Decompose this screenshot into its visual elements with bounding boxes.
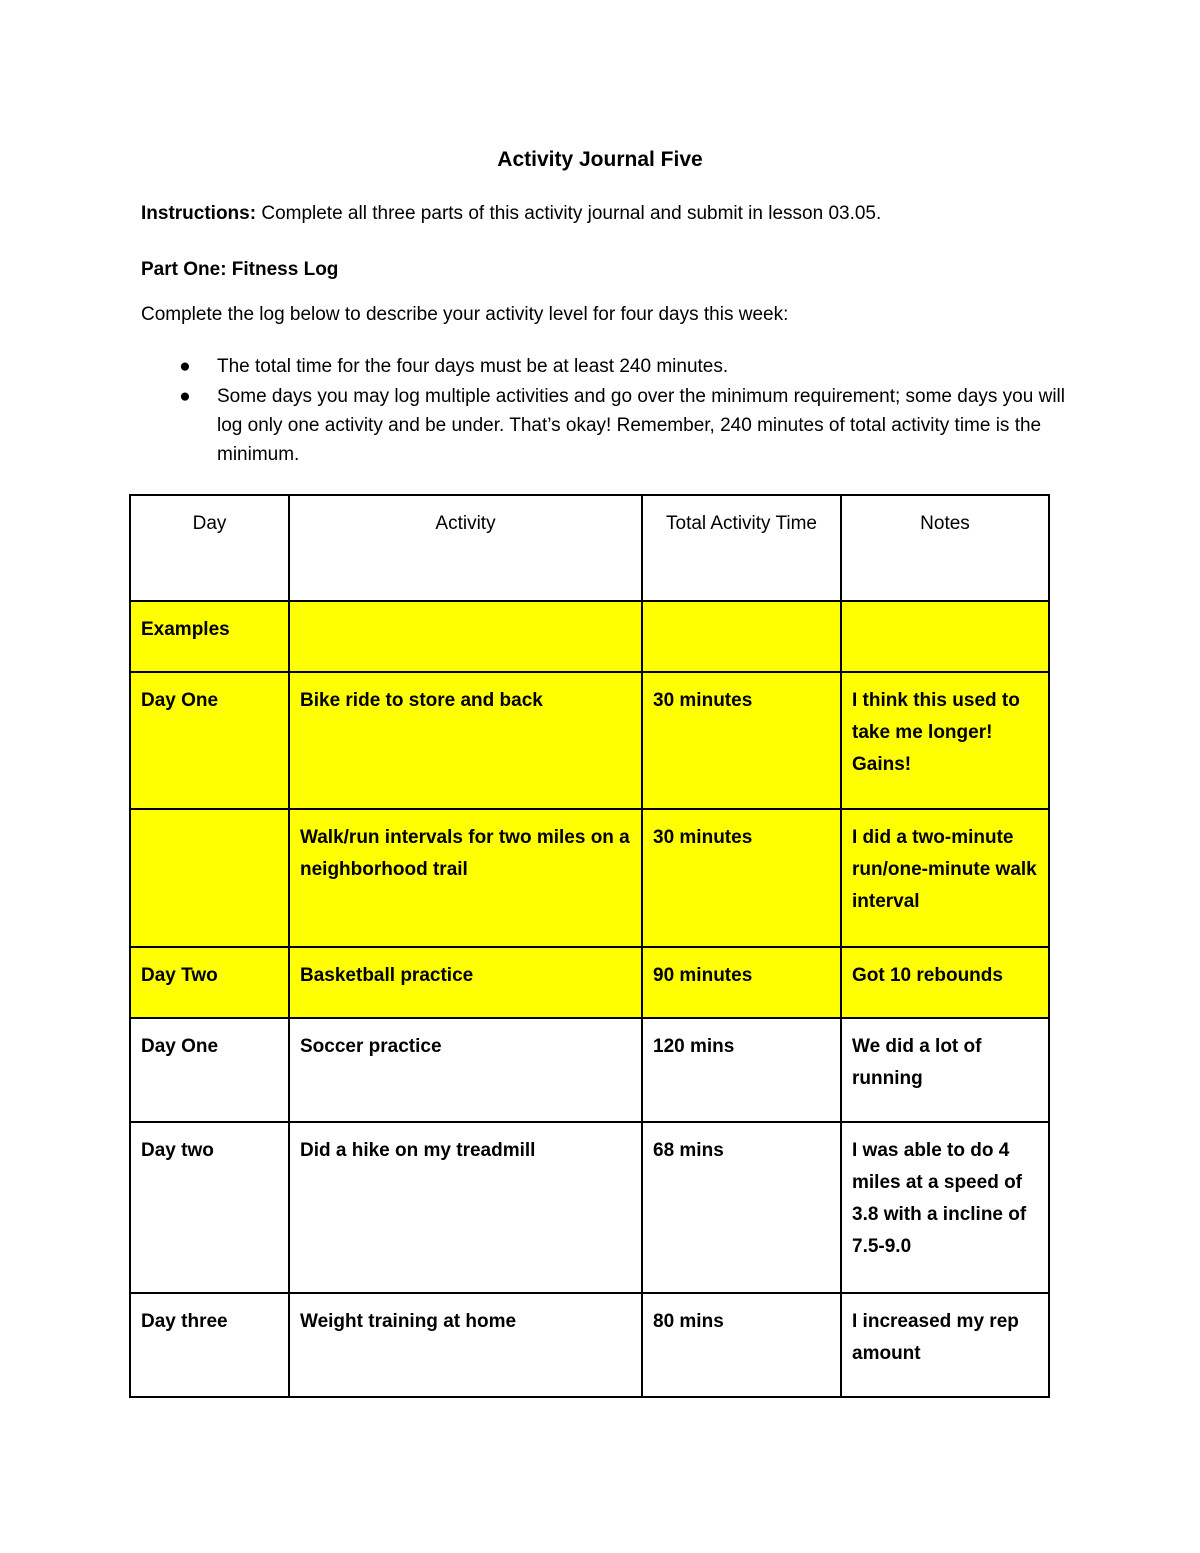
- header-day: Day: [130, 495, 289, 601]
- requirement-text: The total time for the four days must be at least 240 minutes.: [217, 356, 729, 377]
- cell-day: [130, 809, 289, 947]
- instructions-label: Instructions:: [141, 203, 257, 224]
- cell-activity: Bike ride to store and back: [289, 672, 642, 809]
- table-row: [130, 1122, 1049, 1293]
- header-total-activity-time: Total Activity Time: [642, 495, 841, 601]
- cell-time: 30 minutes: [642, 672, 841, 809]
- table-row: [130, 601, 1049, 672]
- cell-time: 30 minutes: [642, 809, 841, 947]
- cell-time: 120 mins: [642, 1018, 841, 1122]
- bullet-icon: ●: [179, 386, 191, 407]
- instructions-text: Complete all three parts of this activity journal and submit in lesson 03.05.: [256, 203, 882, 224]
- fitness-log-table: [129, 494, 1050, 1398]
- table-row: [130, 672, 1049, 809]
- table-row: [130, 947, 1049, 1018]
- table-row: [130, 1018, 1049, 1122]
- cell-notes: I think this used to take me longer! Gains!: [841, 672, 1049, 809]
- requirement-item: [141, 352, 1071, 381]
- table-header-row: [130, 495, 1049, 601]
- cell-time: 68 mins: [642, 1122, 841, 1293]
- requirement-text: Some days you may log multiple activities and go over the minimum requirement; some days you will log only one activity and be under. That’s okay! Remember, 240 minutes of total activity time is the minimum.: [217, 386, 1065, 465]
- part-one-heading: Part One: Fitness Log: [141, 259, 339, 280]
- table-row: [130, 1293, 1049, 1397]
- cell-day: Day One: [130, 1018, 289, 1122]
- cell-notes: I did a two-minute run/one-minute walk interval: [841, 809, 1049, 947]
- header-notes: Notes: [841, 495, 1049, 601]
- cell-activity: [289, 601, 642, 672]
- cell-activity: Walk/run intervals for two miles on a neighborhood trail: [289, 809, 642, 947]
- instructions-paragraph: [141, 200, 1071, 228]
- log-intro: Complete the log below to describe your activity level for four days this week:: [141, 304, 789, 325]
- cell-notes: [841, 601, 1049, 672]
- cell-activity: Weight training at home: [289, 1293, 642, 1397]
- cell-day: Examples: [130, 601, 289, 672]
- cell-day: Day Two: [130, 947, 289, 1018]
- table-row: [130, 809, 1049, 947]
- cell-time: 80 mins: [642, 1293, 841, 1397]
- document-title: Activity Journal Five: [497, 148, 703, 171]
- cell-time: 90 minutes: [642, 947, 841, 1018]
- requirements-list: [141, 352, 1071, 470]
- requirement-item: [141, 382, 1071, 469]
- cell-notes: I was able to do 4 miles at a speed of 3.8 with a incline of 7.5-9.0: [841, 1122, 1049, 1293]
- cell-day: Day One: [130, 672, 289, 809]
- cell-day: Day two: [130, 1122, 289, 1293]
- cell-activity: Soccer practice: [289, 1018, 642, 1122]
- cell-notes: Got 10 rebounds: [841, 947, 1049, 1018]
- cell-notes: I increased my rep amount: [841, 1293, 1049, 1397]
- cell-activity: Basketball practice: [289, 947, 642, 1018]
- bullet-icon: ●: [179, 356, 191, 377]
- cell-time: [642, 601, 841, 672]
- cell-day: Day three: [130, 1293, 289, 1397]
- cell-notes: We did a lot of running: [841, 1018, 1049, 1122]
- cell-activity: Did a hike on my treadmill: [289, 1122, 642, 1293]
- header-activity: Activity: [289, 495, 642, 601]
